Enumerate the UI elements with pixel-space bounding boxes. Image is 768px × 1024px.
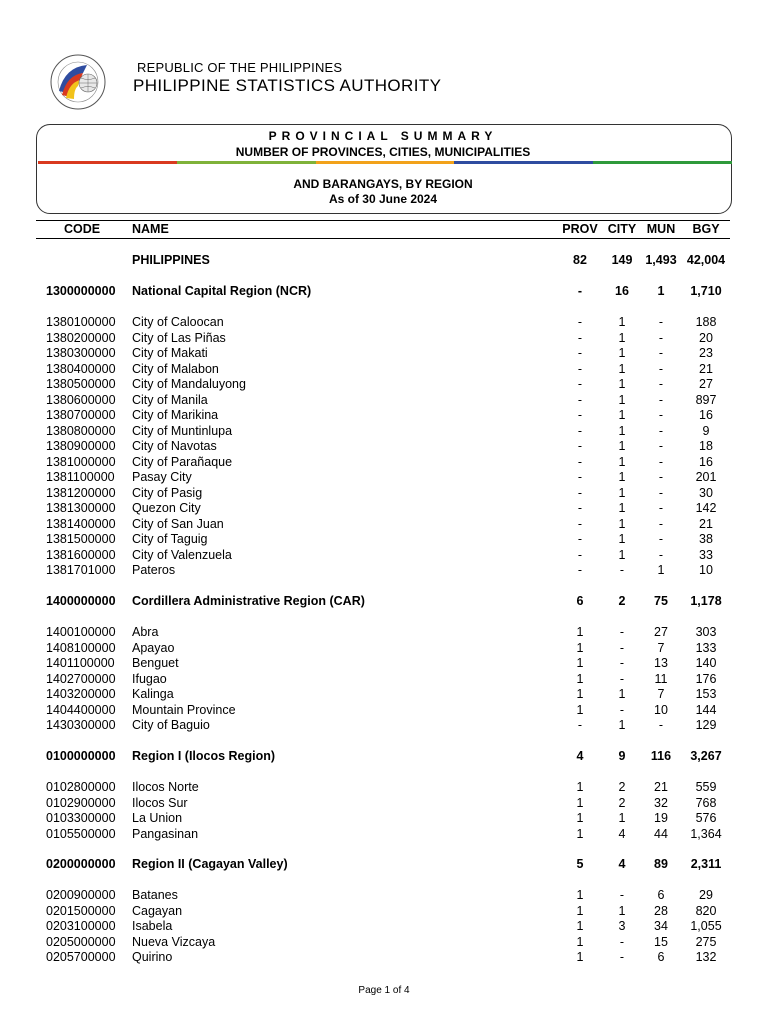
table-row	[0, 811, 768, 826]
cell-name: Region I (Ilocos Region)	[132, 749, 276, 763]
cell-prov: 4	[576, 749, 584, 763]
cell-city: -	[619, 671, 625, 686]
cell-city: 1	[618, 547, 626, 562]
report-title: PROVINCIAL SUMMARY	[268, 129, 498, 143]
cell-code: 0200000000	[46, 857, 116, 871]
cell-city: 1	[618, 718, 626, 732]
cell-code: 1381300000	[46, 501, 116, 515]
cell-prov: 1	[576, 826, 584, 841]
cell-city: 1	[618, 903, 626, 918]
cell-bgy: 27	[699, 377, 713, 391]
cell-code: 1381701000	[46, 563, 116, 577]
cell-prov: -	[577, 454, 583, 469]
cell-mun: 75	[654, 594, 668, 608]
cell-code: 0200900000	[46, 888, 116, 902]
table-row	[0, 919, 768, 934]
column-header-row	[0, 222, 768, 237]
cell-mun: -	[658, 315, 664, 329]
table-row	[0, 703, 768, 718]
cell-mun: 10	[654, 702, 668, 717]
cell-name: City of Valenzuela	[132, 547, 232, 562]
cell-bgy: 201	[695, 470, 717, 484]
cell-prov: -	[577, 516, 583, 531]
cell-prov: 82	[573, 253, 587, 267]
table-row	[0, 393, 768, 408]
col-mun: MUN	[646, 222, 676, 236]
report-subtitle-2: AND BARANGAYS, BY REGION	[293, 177, 473, 191]
cell-code: 0103300000	[46, 811, 116, 825]
cell-prov: -	[577, 423, 583, 438]
cell-bgy: 275	[695, 934, 717, 949]
cell-city: -	[619, 888, 625, 902]
cell-bgy: 820	[695, 903, 717, 918]
cell-city: 2	[618, 780, 626, 794]
cell-name: City of Mandaluyong	[132, 377, 246, 391]
cell-prov: -	[577, 547, 583, 562]
cell-mun: 32	[654, 795, 668, 810]
table-row	[0, 362, 768, 377]
cell-mun: -	[658, 408, 664, 422]
cell-name: City of Baguio	[132, 718, 210, 732]
cell-city: 9	[618, 749, 626, 763]
cell-bgy: 303	[695, 625, 717, 639]
cell-city: 1	[618, 423, 626, 438]
cell-code: 1380800000	[46, 423, 116, 438]
cell-bgy: 42,004	[686, 253, 726, 267]
cell-city: 1	[618, 501, 626, 515]
table-row	[0, 532, 768, 547]
page-number: Page 1 of 4	[358, 985, 410, 996]
cell-mun: 7	[657, 687, 665, 701]
cell-prov: -	[577, 408, 583, 422]
cell-mun: 19	[654, 811, 668, 825]
table-row	[0, 563, 768, 578]
cell-name: Nueva Vizcaya	[132, 934, 216, 949]
cell-mun: -	[658, 516, 664, 531]
stripe-red	[38, 161, 177, 164]
cell-city: 1	[618, 392, 626, 407]
cell-code: 1381500000	[46, 532, 116, 546]
cell-city: -	[619, 563, 625, 577]
cell-city: -	[619, 934, 625, 949]
cell-code: 1401100000	[46, 656, 115, 670]
cell-city: 1	[618, 408, 626, 422]
cell-prov: 1	[576, 888, 584, 902]
cell-bgy: 768	[695, 795, 717, 810]
cell-mun: -	[658, 547, 664, 562]
cell-code: 1380100000	[46, 315, 116, 329]
cell-code: 1381200000	[46, 485, 116, 500]
cell-bgy: 23	[699, 346, 713, 360]
cell-bgy: 188	[695, 315, 717, 329]
cell-city: 149	[611, 253, 633, 267]
cell-bgy: 559	[695, 780, 717, 794]
cell-name: City of Makati	[132, 346, 208, 360]
cell-code: 0102800000	[46, 780, 116, 794]
cell-name: Isabela	[132, 919, 173, 933]
cell-mun: -	[658, 392, 664, 407]
cell-bgy: 142	[695, 501, 717, 515]
cell-prov: 1	[576, 919, 584, 933]
cell-code: 1380500000	[46, 377, 116, 391]
table-row-summary	[0, 749, 768, 764]
table-row	[0, 455, 768, 470]
table-row	[0, 346, 768, 361]
table-row	[0, 656, 768, 671]
cell-bgy: 133	[695, 640, 717, 655]
cell-prov: -	[577, 284, 583, 298]
table-row	[0, 501, 768, 516]
cell-code: 1380300000	[46, 346, 116, 360]
table-row	[0, 888, 768, 903]
cell-prov: 1	[576, 950, 584, 964]
cell-code: 1404400000	[46, 702, 116, 717]
stripe-green	[177, 161, 316, 164]
cell-prov: 1	[576, 687, 584, 701]
cell-bgy: 29	[699, 888, 713, 902]
cell-name: City of Marikina	[132, 408, 219, 422]
cell-bgy: 2,311	[690, 857, 722, 871]
cell-name: City of Malabon	[132, 361, 219, 376]
cell-prov: 1	[576, 656, 584, 670]
cell-city: 1	[618, 330, 626, 345]
cell-prov: -	[577, 439, 583, 453]
cell-name: Ifugao	[132, 671, 167, 686]
cell-bgy: 21	[699, 361, 713, 376]
cell-mun: -	[658, 718, 664, 732]
cell-mun: 116	[650, 749, 672, 763]
cell-prov: -	[577, 501, 583, 515]
cell-bgy: 21	[699, 516, 713, 531]
table-row	[0, 796, 768, 811]
table-row	[0, 548, 768, 563]
cell-bgy: 153	[695, 687, 717, 701]
cell-code: 0102900000	[46, 795, 116, 810]
cell-mun: -	[658, 485, 664, 500]
cell-code: 1380600000	[46, 392, 116, 407]
cell-city: 1	[618, 361, 626, 376]
table-row	[0, 780, 768, 795]
agency-heading: PHILIPPINE STATISTICS AUTHORITY	[133, 76, 442, 95]
table-row	[0, 439, 768, 454]
cell-prov: -	[577, 392, 583, 407]
cell-city: -	[619, 640, 625, 655]
cell-bgy: 16	[699, 408, 713, 422]
cell-city: 1	[618, 454, 626, 469]
cell-bgy: 576	[695, 811, 717, 825]
cell-code: 0201500000	[46, 903, 116, 918]
cell-name: Pateros	[132, 563, 176, 577]
cell-name: City of San Juan	[132, 516, 224, 531]
cell-mun: 21	[654, 780, 668, 794]
col-city: CITY	[607, 222, 637, 236]
table-row-summary	[0, 857, 768, 872]
cell-city: 1	[618, 439, 626, 453]
cell-prov: 1	[576, 780, 584, 794]
cell-city: 1	[618, 532, 626, 546]
cell-bgy: 129	[695, 718, 717, 732]
cell-code: 0205700000	[46, 950, 116, 964]
cell-code: 1381000000	[46, 454, 116, 469]
table-row	[0, 935, 768, 950]
cell-name: Cordillera Administrative Region (CAR)	[132, 594, 365, 608]
cell-code: 1403200000	[46, 687, 116, 701]
cell-bgy: 9	[702, 423, 710, 438]
cell-code: 1400100000	[46, 625, 116, 639]
cell-name: PHILIPPINES	[132, 253, 210, 267]
cell-bgy: 38	[699, 532, 713, 546]
cell-name: Mountain Province	[132, 702, 236, 717]
col-name: NAME	[132, 222, 169, 236]
cell-city: 2	[618, 795, 626, 810]
cell-name: City of Muntinlupa	[132, 423, 233, 438]
cell-name: City of Las Piñas	[132, 330, 226, 345]
cell-prov: -	[577, 377, 583, 391]
table-row-summary	[0, 284, 768, 299]
cell-code: 1300000000	[46, 284, 116, 298]
table-row	[0, 625, 768, 640]
cell-city: 1	[618, 687, 626, 701]
table-row	[0, 904, 768, 919]
cell-bgy: 897	[695, 392, 717, 407]
cell-code: 1400000000	[46, 594, 116, 608]
cell-prov: 1	[576, 795, 584, 810]
cell-bgy: 1,364	[690, 826, 722, 841]
cell-code: 0105500000	[46, 826, 116, 841]
cell-bgy: 1,055	[690, 919, 722, 933]
cell-mun: -	[658, 532, 664, 546]
cell-prov: -	[577, 718, 583, 732]
cell-code: 0100000000	[46, 749, 116, 763]
cell-name: National Capital Region (NCR)	[132, 284, 312, 298]
cell-mun: 28	[654, 903, 668, 918]
cell-prov: -	[577, 330, 583, 345]
table-row	[0, 408, 768, 423]
cell-prov: 1	[576, 640, 584, 655]
cell-bgy: 132	[695, 950, 717, 964]
cell-bgy: 1,710	[690, 284, 722, 298]
col-prov: PROV	[562, 222, 598, 236]
cell-prov: -	[577, 346, 583, 360]
cell-bgy: 10	[699, 563, 713, 577]
cell-mun: -	[658, 377, 664, 391]
cell-mun: -	[658, 423, 664, 438]
table-row	[0, 827, 768, 842]
table-row	[0, 641, 768, 656]
cell-name: Pangasinan	[132, 826, 199, 841]
cell-name: Cagayan	[132, 903, 183, 918]
stripe-orange	[316, 161, 455, 164]
cell-mun: 7	[657, 640, 665, 655]
cell-code: 1381100000	[46, 470, 115, 484]
table-row	[0, 331, 768, 346]
table-row-summary	[0, 594, 768, 609]
cell-bgy: 176	[695, 671, 717, 686]
cell-bgy: 18	[699, 439, 713, 453]
cell-code: 1380700000	[46, 408, 116, 422]
cell-name: Batanes	[132, 888, 178, 902]
cell-mun: -	[658, 439, 664, 453]
cell-bgy: 3,267	[690, 749, 722, 763]
cell-mun: 34	[654, 919, 668, 933]
cell-city: 2	[618, 594, 626, 608]
cell-city: 1	[618, 315, 626, 329]
table-row	[0, 517, 768, 532]
cell-prov: 1	[576, 934, 584, 949]
cell-city: -	[619, 950, 625, 964]
cell-name: Benguet	[132, 656, 179, 670]
cell-code: 1402700000	[46, 671, 116, 686]
cell-bgy: 20	[699, 330, 713, 345]
cell-city: -	[619, 625, 625, 639]
cell-bgy: 144	[695, 702, 717, 717]
cell-name: Region II (Cagayan Valley)	[132, 857, 288, 871]
cell-mun: 1	[657, 284, 665, 298]
cell-name: City of Pasig	[132, 485, 203, 500]
cell-mun: 44	[654, 826, 668, 841]
table-row	[0, 315, 768, 330]
cell-name: Ilocos Norte	[132, 780, 199, 794]
table-row-summary	[0, 253, 768, 268]
cell-name: City of Caloocan	[132, 315, 224, 329]
cell-mun: -	[658, 501, 664, 515]
table-row	[0, 470, 768, 485]
cell-bgy: 1,178	[690, 594, 722, 608]
country-heading: REPUBLIC OF THE PHILIPPINES	[137, 60, 343, 75]
cell-code: 1380200000	[46, 330, 116, 345]
cell-mun: 27	[654, 625, 668, 639]
cell-mun: -	[658, 454, 664, 469]
cell-prov: 1	[576, 702, 584, 717]
cell-city: 1	[618, 485, 626, 500]
cell-prov: 5	[576, 857, 584, 871]
cell-city: 16	[615, 284, 629, 298]
table-row	[0, 377, 768, 392]
cell-name: La Union	[132, 811, 183, 825]
cell-prov: 1	[576, 903, 584, 918]
cell-bgy: 33	[699, 547, 713, 562]
table-row	[0, 486, 768, 501]
cell-name: City of Navotas	[132, 439, 217, 453]
col-code: CODE	[64, 222, 101, 236]
cell-name: City of Manila	[132, 392, 208, 407]
cell-name: Quirino	[132, 950, 173, 964]
cell-mun: -	[658, 361, 664, 376]
cell-name: Quezon City	[132, 501, 201, 515]
cell-city: 4	[618, 857, 626, 871]
report-subtitle-1: NUMBER OF PROVINCES, CITIES, MUNICIPALITIES	[235, 145, 531, 159]
cell-name: Apayao	[132, 640, 175, 655]
cell-prov: -	[577, 315, 583, 329]
cell-city: 3	[618, 919, 626, 933]
cell-bgy: 30	[699, 485, 713, 500]
cell-mun: 15	[654, 934, 668, 949]
cell-mun: 1,493	[645, 253, 677, 267]
cell-code: 1408100000	[46, 640, 116, 655]
cell-prov: 1	[576, 671, 584, 686]
cell-code: 0205000000	[46, 934, 116, 949]
cell-mun: -	[658, 346, 664, 360]
stripe-dark-green	[593, 161, 732, 164]
cell-prov: 6	[576, 594, 584, 608]
cell-bgy: 16	[699, 454, 713, 469]
cell-prov: -	[577, 532, 583, 546]
table-row	[0, 687, 768, 702]
cell-name: City of Parañaque	[132, 454, 233, 469]
cell-prov: -	[577, 563, 583, 577]
cell-prov: -	[577, 470, 583, 484]
table-row	[0, 424, 768, 439]
table-row	[0, 718, 768, 733]
cell-city: 1	[618, 470, 626, 484]
cell-code: 1380400000	[46, 361, 116, 376]
cell-mun: 1	[657, 563, 665, 577]
cell-name: City of Taguig	[132, 532, 208, 546]
cell-city: -	[619, 656, 625, 670]
cell-prov: -	[577, 485, 583, 500]
cell-code: 1381600000	[46, 547, 116, 562]
color-stripe	[38, 161, 732, 164]
cell-mun: 6	[657, 950, 665, 964]
cell-mun: 6	[657, 888, 665, 902]
cell-name: Ilocos Sur	[132, 795, 188, 810]
cell-code: 1381400000	[46, 516, 116, 531]
cell-city: 1	[618, 377, 626, 391]
table-row	[0, 672, 768, 687]
cell-prov: -	[577, 361, 583, 376]
cell-name: Pasay City	[132, 470, 192, 484]
cell-code: 1380900000	[46, 439, 116, 453]
table-row	[0, 950, 768, 965]
cell-city: 4	[618, 826, 626, 841]
cell-mun: -	[658, 470, 664, 484]
cell-name: Abra	[132, 625, 159, 639]
cell-bgy: 140	[695, 656, 717, 670]
cell-prov: 1	[576, 811, 584, 825]
cell-mun: 11	[654, 671, 668, 686]
cell-mun: -	[658, 330, 664, 345]
cell-city: -	[619, 702, 625, 717]
psa-seal-logo-icon	[43, 53, 113, 111]
cell-code: 1430300000	[46, 718, 116, 732]
cell-city: 1	[618, 811, 626, 825]
stripe-blue	[454, 161, 593, 164]
cell-mun: 13	[654, 656, 668, 670]
cell-code: 0203100000	[46, 919, 116, 933]
cell-city: 1	[618, 516, 626, 531]
col-bgy: BGY	[692, 222, 720, 236]
cell-city: 1	[618, 346, 626, 360]
cell-prov: 1	[576, 625, 584, 639]
report-date: As of 30 June 2024	[328, 192, 438, 206]
cell-mun: 89	[654, 857, 668, 871]
cell-name: Kalinga	[132, 687, 174, 701]
